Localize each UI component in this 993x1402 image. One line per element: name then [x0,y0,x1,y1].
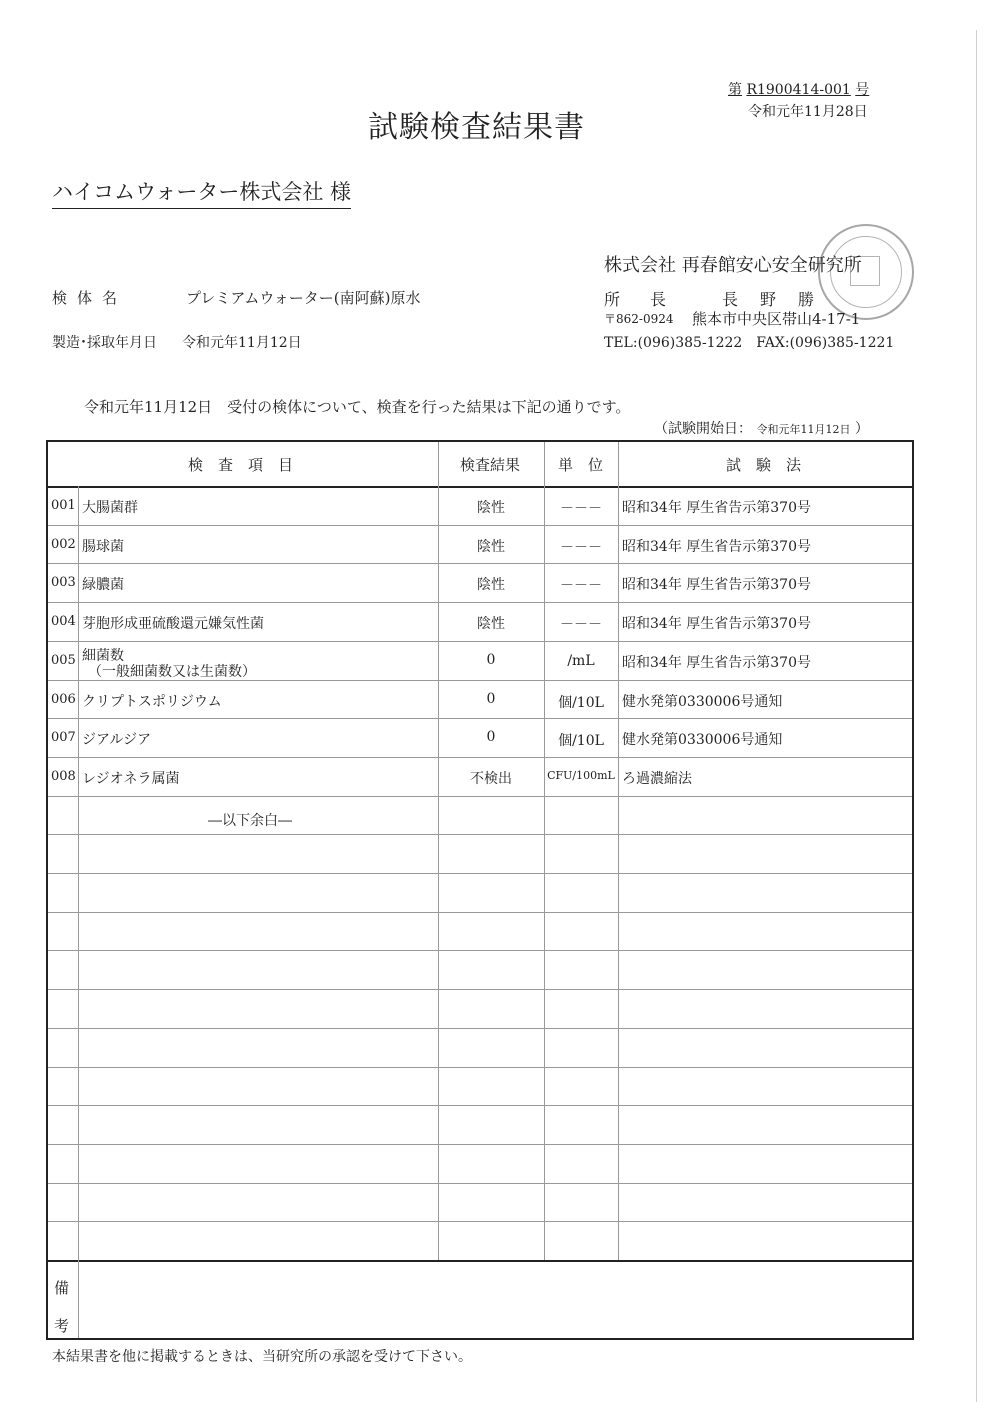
row-divider [48,1105,912,1106]
end-note: ―以下余白― [208,813,292,829]
row-code: 007 [51,730,76,746]
row-unit: －－－ [560,578,602,595]
footnote: 本結果書を他に掲載するときは、当研究所の承認を受けて下さい。 [52,1349,472,1365]
row-result: 0 [486,729,496,746]
row-code: 006 [51,691,76,707]
row-unit: 個/10L [558,694,604,711]
row-divider [48,796,912,797]
test-start-open: （試験開始日： [654,421,752,437]
intro-text: 令和元年11月12日 受付の検体について、検査を行った結果は下記の通りです。 [84,398,631,416]
row-item: 緑膿菌 [82,577,124,594]
postal-code: 〒862-0924 [604,312,674,326]
document-number-suffix: 号 [855,82,870,98]
row-code: 002 [51,536,76,552]
document-number [728,79,869,99]
row-divider [48,641,912,642]
sampling-date-label: 製造･採取年月日 [52,335,157,351]
row-divider [48,680,912,681]
row-item: 腸球菌 [82,538,124,555]
row-divider [48,1144,912,1145]
row-divider [48,834,912,835]
row-method: ろ過濃縮法 [622,770,692,787]
remarks-divider [48,1260,912,1262]
row-method: 昭和34年 厚生省告示第370号 [622,577,811,594]
remarks-label-2: 考 [54,1317,70,1335]
director-label: 所長 [604,290,697,309]
row-divider [48,1067,912,1068]
recipient: ハイコムウォーター株式会社 様 [52,176,351,209]
sampling-date-value: 令和元年11月12日 [182,335,302,351]
row-divider [48,602,912,603]
row-result: 不検出 [470,770,512,787]
row-method: 昭和34年 厚生省告示第370号 [622,616,811,633]
document-number-prefix: 第 [728,82,742,98]
row-method: 昭和34年 厚生省告示第370号 [622,500,811,516]
column-divider [438,442,439,1260]
page-edge-line [976,30,977,1402]
row-divider [48,873,912,874]
row-method: 昭和34年 厚生省告示第370号 [622,538,811,555]
issue-date: 令和元年11月28日 [748,104,868,120]
row-result: 陰性 [477,500,505,516]
row-divider [48,1028,912,1029]
row-result: 陰性 [477,538,505,555]
row-result: 0 [486,690,496,707]
row-unit: －－－ [560,501,602,517]
row-divider [48,912,912,913]
row-divider [48,718,912,719]
row-code: 004 [51,614,76,630]
row-code: 008 [51,768,76,784]
document-title: 試験検査結果書 [368,110,585,145]
row-method: 健水発第0330006号通知 [622,732,783,749]
row-divider [48,757,912,758]
sample-value: プレミアムウォーター(南阿蘇)原水 [186,289,421,307]
row-item: 細菌数 [82,647,124,664]
row-code: 003 [51,575,76,591]
header-item: 検 査 項 目 [188,456,294,474]
row-item: 大腸菌群 [82,500,138,516]
row-divider [48,989,912,990]
header-unit: 単 位 [558,456,604,474]
row-code: 001 [51,498,76,513]
test-start [654,418,869,438]
results-table [46,440,914,1340]
column-divider [78,486,79,1260]
tel-fax: TEL:(096)385-1222 FAX:(096)385-1221 [604,335,895,351]
row-divider [48,525,912,526]
row-item-detail: （一般細菌数又は生菌数） [88,663,256,680]
row-divider [48,1183,912,1184]
row-divider [48,1221,912,1222]
lab-name: 株式会社 再春館安心安全研究所 [604,255,862,276]
row-unit: /mL [567,652,595,669]
test-start-date: 令和元年11月12日 [756,423,851,436]
row-result: 0 [486,651,496,668]
column-divider [544,442,545,1260]
row-unit: －－－ [560,617,602,634]
row-unit: 個/10L [558,733,604,750]
row-method: 健水発第0330006号通知 [622,693,783,710]
row-item: レジオネラ属菌 [82,770,180,787]
row-result: 陰性 [477,577,505,594]
lab-address: 熊本市中央区帯山4-17-1 [692,310,861,328]
row-method: 昭和34年 厚生省告示第370号 [622,654,811,671]
row-divider [48,563,912,564]
row-result: 陰性 [477,616,505,633]
header-method: 試 験 法 [726,456,802,474]
row-item: 芽胞形成亜硫酸還元嫌気性菌 [82,616,264,633]
column-divider [618,442,619,1260]
sample-label: 検体名 [52,289,128,307]
remarks-divider-vertical [78,1260,79,1338]
row-item: クリプトスポリジウム [82,693,222,710]
remarks-label-1: 備 [54,1279,70,1297]
header-divider [48,486,912,488]
test-start-close: ） [854,421,869,437]
row-code: 005 [51,652,76,668]
row-item: ジアルジア [82,732,152,749]
row-divider [48,950,912,951]
director-name: 長野勝 [722,290,837,309]
row-unit: CFU/100mL [547,768,615,782]
row-unit: －－－ [560,539,602,556]
document-number-value: R1900414-001 [746,82,851,98]
header-result: 検査結果 [460,456,521,474]
